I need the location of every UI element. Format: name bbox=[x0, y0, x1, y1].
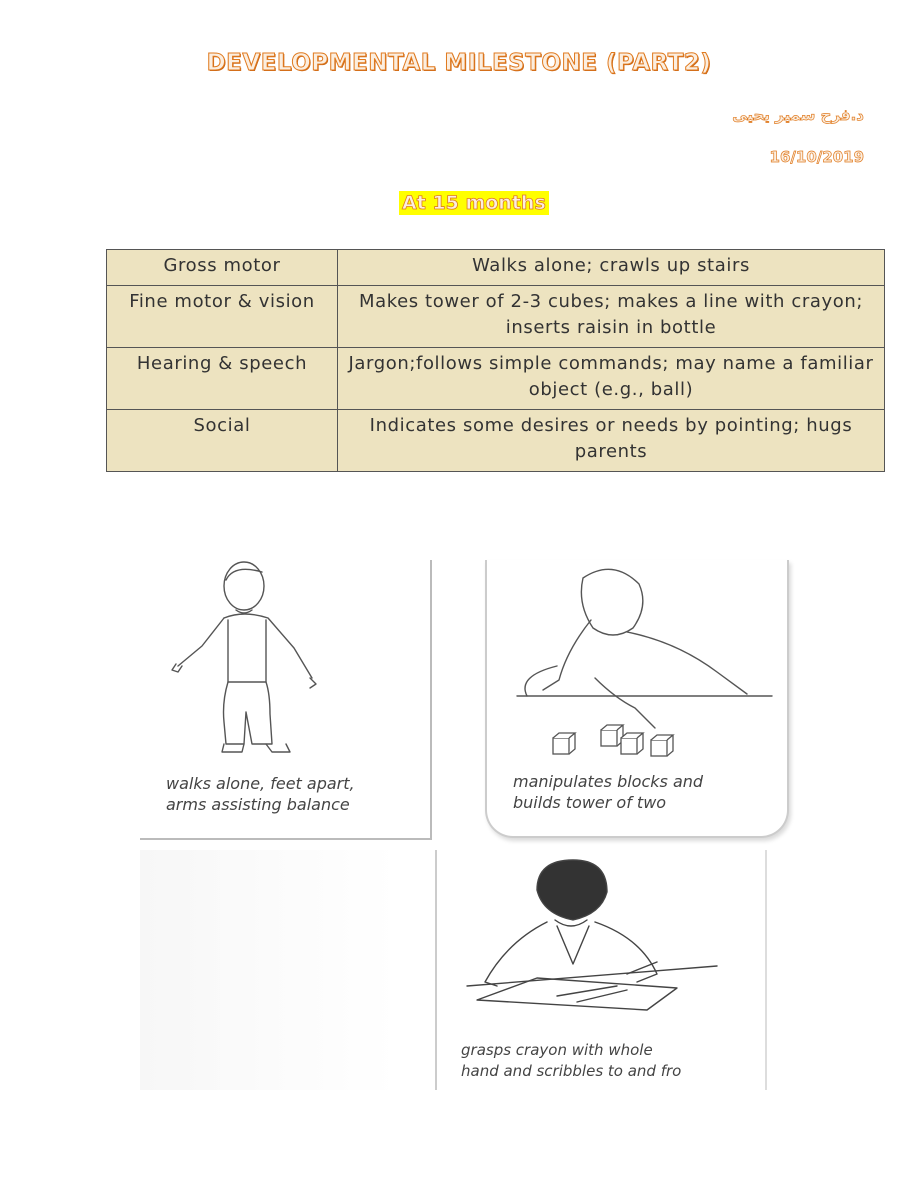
description-cell: Walks alone; crawls up stairs bbox=[338, 250, 885, 286]
crayon-caption: grasps crayon with whole hand and scribbles to and fro bbox=[461, 1041, 682, 1080]
description-cell: Indicates some desires or needs by pointing; hugs parents bbox=[338, 410, 885, 472]
author-name: د.فرح سمير يحيى bbox=[732, 106, 864, 124]
toddler-blocks-drawing bbox=[487, 560, 787, 770]
crayon-frame bbox=[435, 850, 767, 1090]
domain-cell: Fine motor & vision bbox=[107, 286, 338, 348]
walking-illustration bbox=[140, 560, 432, 840]
crayon-illustration bbox=[140, 850, 785, 1090]
document-date: 16/10/2019 bbox=[769, 148, 864, 166]
domain-cell: Social bbox=[107, 410, 338, 472]
domain-cell: Gross motor bbox=[107, 250, 338, 286]
section-heading: At 15 months bbox=[399, 191, 549, 215]
table-row bbox=[107, 250, 885, 286]
document-title: DEVELOPMENTAL MILESTONE (PART2) bbox=[206, 50, 712, 76]
toddler-crayon-drawing bbox=[437, 850, 765, 1030]
blocks-illustration bbox=[485, 560, 789, 838]
blocks-caption: manipulates blocks and builds tower of two bbox=[513, 772, 704, 812]
description-cell: Jargon;follows simple commands; may name a familiar object (e.g., ball) bbox=[338, 348, 885, 410]
walking-caption: walks alone, feet apart, arms assisting balance bbox=[166, 774, 355, 814]
table-row bbox=[107, 410, 885, 472]
toddler-walking-drawing bbox=[140, 560, 430, 770]
description-cell: Makes tower of 2-3 cubes; makes a line with crayon; inserts raisin in bottle bbox=[338, 286, 885, 348]
domain-cell: Hearing & speech bbox=[107, 348, 338, 410]
table-row bbox=[107, 348, 885, 410]
table-row bbox=[107, 286, 885, 348]
milestones-table bbox=[106, 249, 885, 472]
